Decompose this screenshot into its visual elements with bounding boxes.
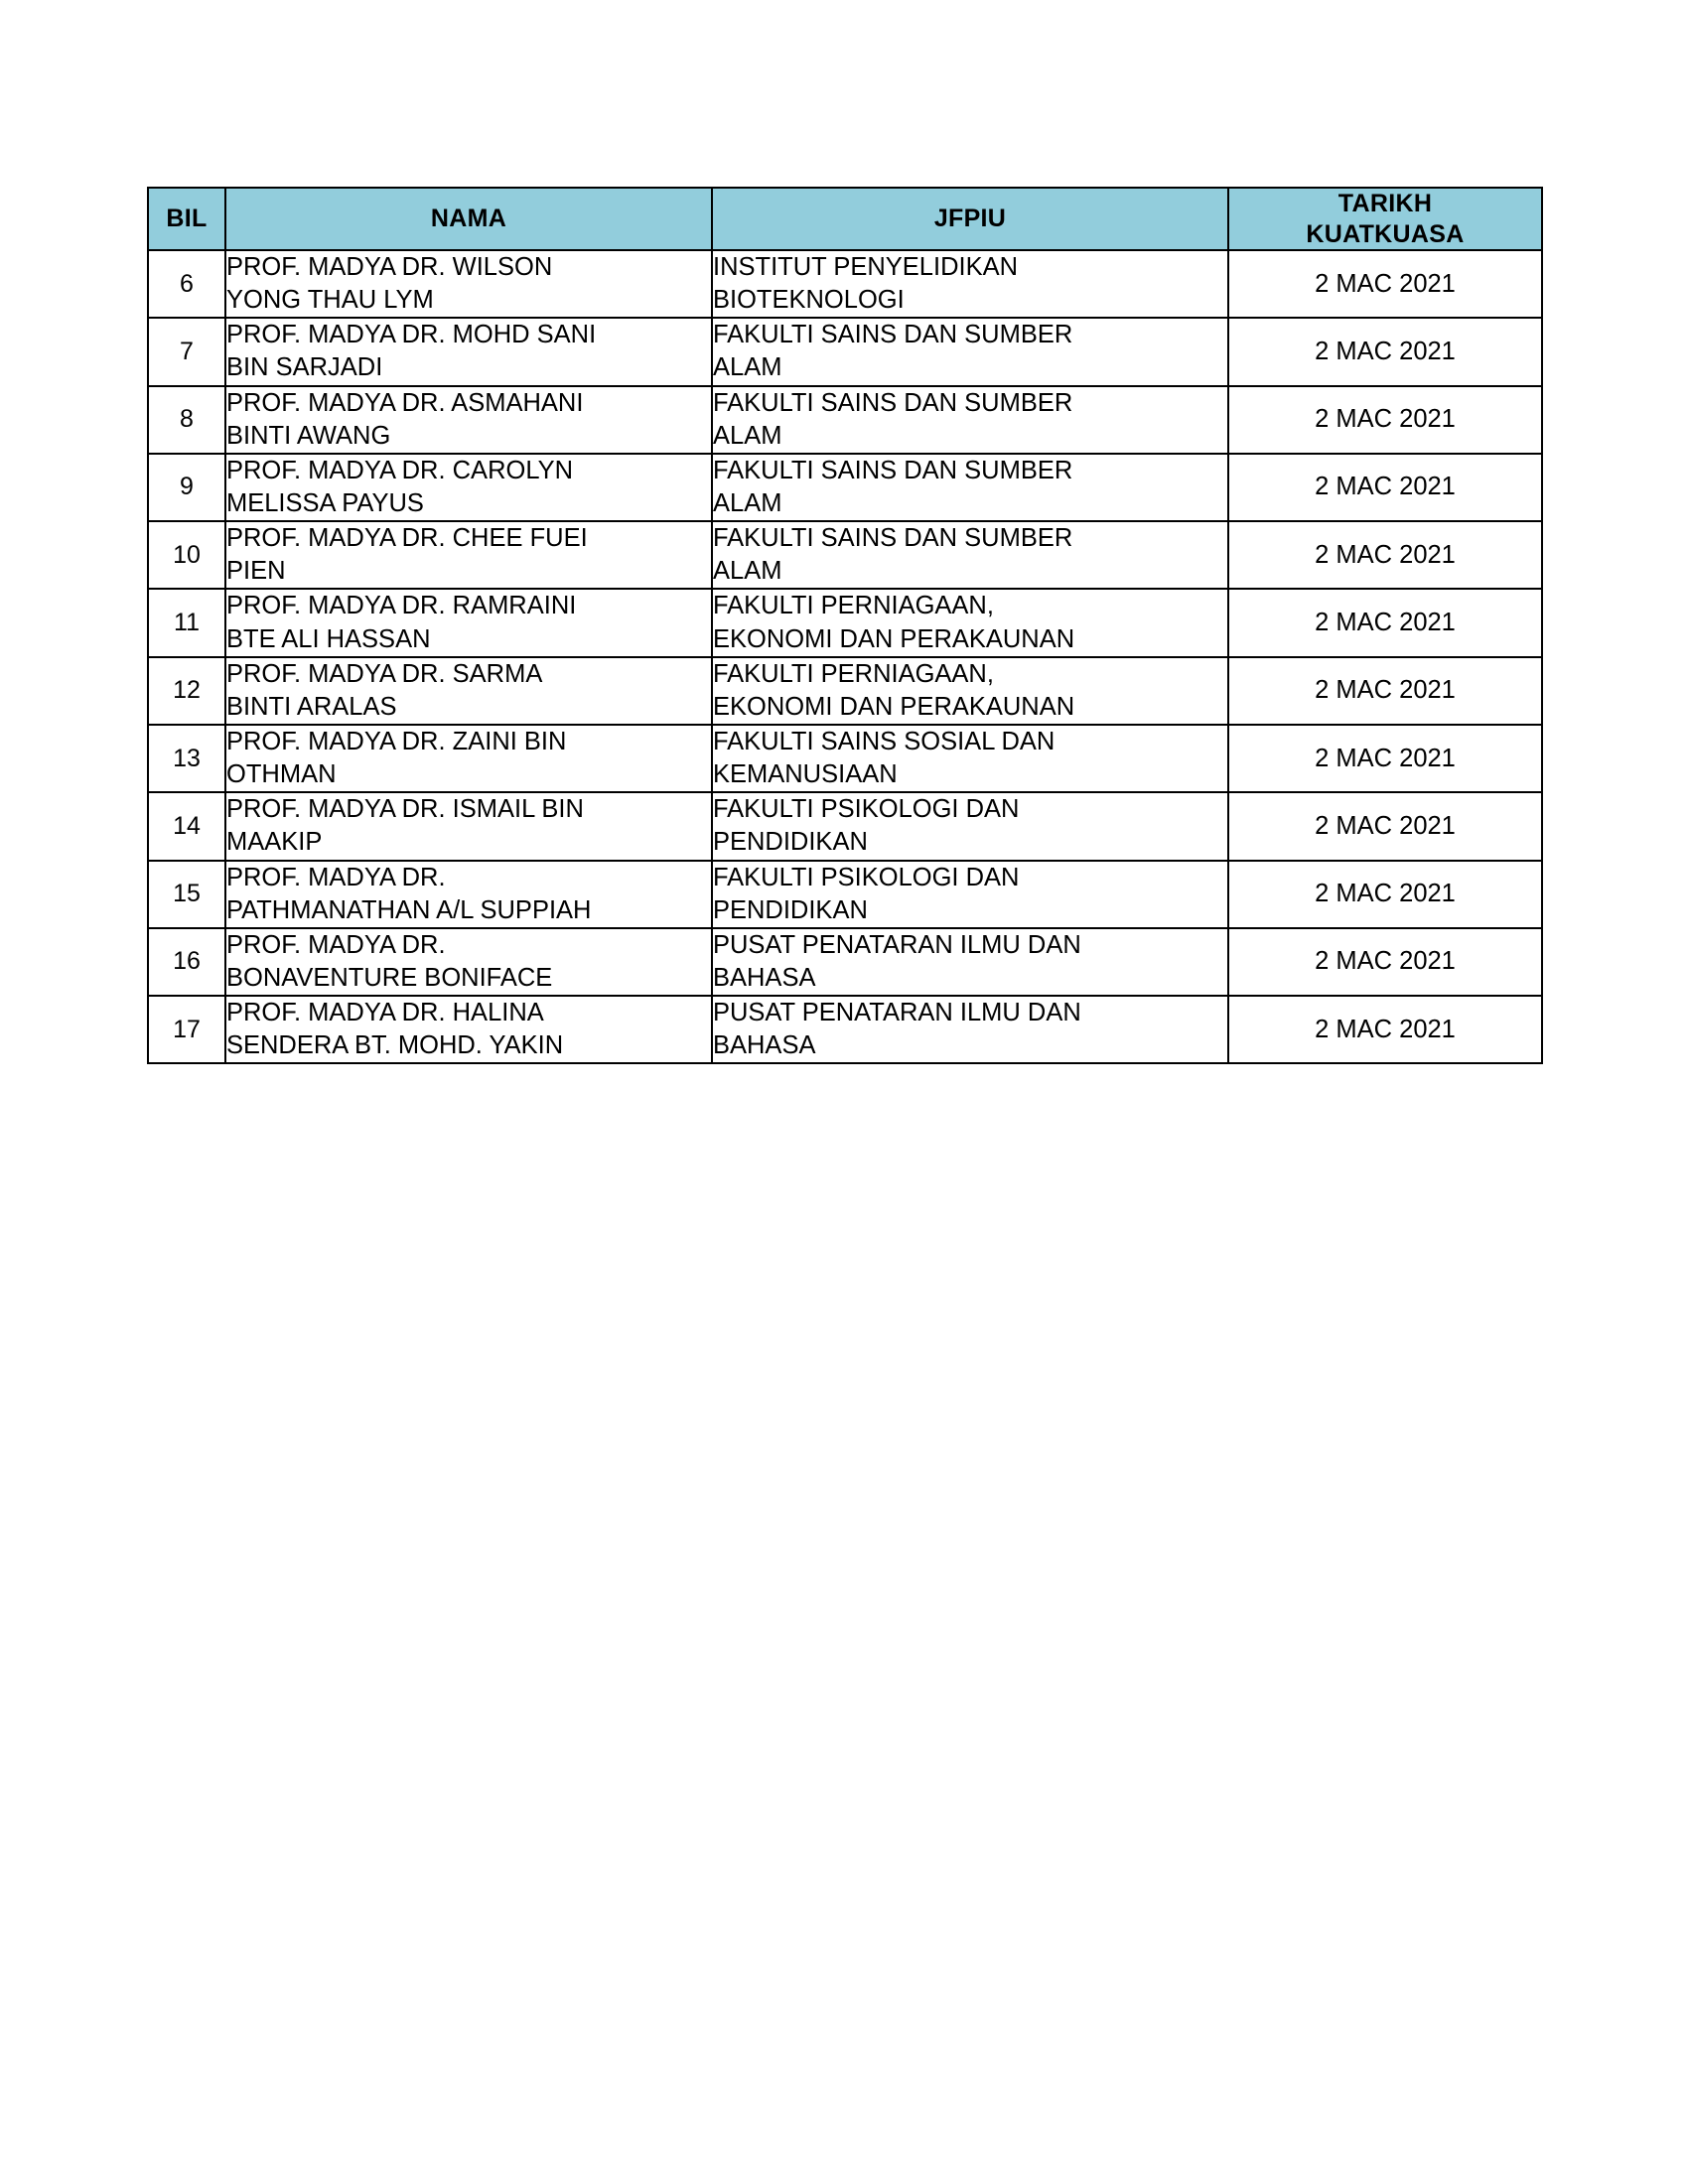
cell-nama-line1: PROF. MADYA DR. SARMA <box>226 659 543 688</box>
cell-jfpiu-line2: EKONOMI DAN PERAKAUNAN <box>713 692 1075 721</box>
cell-nama <box>225 928 712 996</box>
cell-jfpiu-line2: BIOTEKNOLOGI <box>713 286 905 315</box>
cell-nama-line1: PROF. MADYA DR. ISMAIL BIN <box>226 795 584 824</box>
cell-tarikh: 2 MAC 2021 <box>1228 454 1542 521</box>
cell-jfpiu-line1: PUSAT PENATARAN ILMU DAN <box>713 999 1081 1027</box>
table-row <box>148 861 1542 928</box>
cell-tarikh: 2 MAC 2021 <box>1228 589 1542 656</box>
cell-bil: 17 <box>148 996 225 1063</box>
cell-bil: 13 <box>148 725 225 792</box>
cell-nama-line2: BIN SARJADI <box>226 353 383 382</box>
cell-jfpiu-line2: BAHASA <box>713 963 816 992</box>
cell-nama <box>225 589 712 656</box>
cell-nama <box>225 318 712 385</box>
cell-jfpiu <box>712 792 1228 860</box>
cell-jfpiu-line1: FAKULTI SAINS DAN SUMBER <box>713 321 1073 349</box>
cell-jfpiu-line1: FAKULTI PERNIAGAAN, <box>713 592 994 620</box>
cell-bil: 9 <box>148 454 225 521</box>
column-header-bil-label: BIL <box>166 205 208 233</box>
cell-jfpiu-line2: ALAM <box>713 421 782 450</box>
table-container <box>147 187 1541 1064</box>
cell-tarikh: 2 MAC 2021 <box>1228 928 1542 996</box>
cell-jfpiu-line1: FAKULTI SAINS SOSIAL DAN <box>713 727 1055 755</box>
cell-jfpiu-line1: FAKULTI PSIKOLOGI DAN <box>713 795 1020 824</box>
cell-nama-line1: PROF. MADYA DR. MOHD SANI <box>226 321 597 349</box>
table-row <box>148 521 1542 589</box>
cell-jfpiu-line1: FAKULTI SAINS DAN SUMBER <box>713 524 1073 553</box>
cell-nama <box>225 657 712 725</box>
cell-jfpiu-line1: FAKULTI SAINS DAN SUMBER <box>713 388 1073 417</box>
table-row <box>148 250 1542 318</box>
cell-nama-line2: BINTI ARALAS <box>226 692 397 721</box>
cell-nama-line2: YONG THAU LYM <box>226 286 434 315</box>
cell-jfpiu-line2: ALAM <box>713 557 782 586</box>
cell-jfpiu-line2: BAHASA <box>713 1031 816 1060</box>
cell-nama-line2: MAAKIP <box>226 828 323 857</box>
table-row <box>148 928 1542 996</box>
cell-jfpiu <box>712 454 1228 521</box>
table-header <box>148 188 1542 250</box>
cell-jfpiu <box>712 725 1228 792</box>
column-header-bil <box>148 188 225 250</box>
cell-nama-line2: BTE ALI HASSAN <box>226 624 431 653</box>
column-header-tarikh-kuatkuasa <box>1228 188 1542 250</box>
cell-jfpiu <box>712 318 1228 385</box>
cell-nama-line2: BINTI AWANG <box>226 421 391 450</box>
cell-tarikh: 2 MAC 2021 <box>1228 318 1542 385</box>
cell-tarikh: 2 MAC 2021 <box>1228 386 1542 454</box>
cell-nama-line2: MELISSA PAYUS <box>226 488 424 517</box>
cell-nama-line1: PROF. MADYA DR. HALINA <box>226 999 544 1027</box>
column-header-nama <box>225 188 712 250</box>
cell-nama-line2: PIEN <box>226 557 286 586</box>
cell-bil: 7 <box>148 318 225 385</box>
cell-jfpiu-line2: PENDIDIKAN <box>713 828 868 857</box>
cell-nama-line2: SENDERA BT. MOHD. YAKIN <box>226 1031 564 1060</box>
column-header-tarikh-line1: TARIKH <box>1337 190 1433 217</box>
cell-jfpiu-line1: FAKULTI PERNIAGAAN, <box>713 659 994 688</box>
column-header-jfpiu <box>712 188 1228 250</box>
table-row <box>148 589 1542 656</box>
table-header-row <box>148 188 1542 250</box>
cell-bil: 8 <box>148 386 225 454</box>
cell-nama-line2: PATHMANATHAN A/L SUPPIAH <box>226 895 592 924</box>
cell-jfpiu-line1: PUSAT PENATARAN ILMU DAN <box>713 930 1081 959</box>
cell-jfpiu <box>712 589 1228 656</box>
cell-nama <box>225 725 712 792</box>
cell-nama <box>225 386 712 454</box>
table-row <box>148 657 1542 725</box>
cell-nama-line1: PROF. MADYA DR. ZAINI BIN <box>226 727 567 755</box>
cell-jfpiu <box>712 861 1228 928</box>
cell-jfpiu-line2: PENDIDIKAN <box>713 895 868 924</box>
cell-nama-line2: BONAVENTURE BONIFACE <box>226 963 553 992</box>
cell-nama-line1: PROF. MADYA DR. ASMAHANI <box>226 388 584 417</box>
cell-bil: 6 <box>148 250 225 318</box>
cell-bil: 12 <box>148 657 225 725</box>
cell-nama-line1: PROF. MADYA DR. CAROLYN <box>226 456 574 484</box>
cell-bil: 11 <box>148 589 225 656</box>
cell-tarikh: 2 MAC 2021 <box>1228 521 1542 589</box>
column-header-nama-label: NAMA <box>430 205 507 233</box>
table-row <box>148 792 1542 860</box>
table-row <box>148 454 1542 521</box>
cell-nama-line1: PROF. MADYA DR. WILSON <box>226 253 553 281</box>
table-row <box>148 386 1542 454</box>
cell-jfpiu-line2: ALAM <box>713 353 782 382</box>
cell-jfpiu <box>712 521 1228 589</box>
cell-nama-line1: PROF. MADYA DR. RAMRAINI <box>226 592 577 620</box>
cell-jfpiu-line2: EKONOMI DAN PERAKAUNAN <box>713 624 1075 653</box>
table-row <box>148 996 1542 1063</box>
cell-jfpiu-line2: KEMANUSIAAN <box>713 760 898 789</box>
cell-jfpiu <box>712 250 1228 318</box>
cell-jfpiu-line1: FAKULTI PSIKOLOGI DAN <box>713 863 1020 891</box>
cell-nama <box>225 792 712 860</box>
cell-jfpiu-line2: ALAM <box>713 488 782 517</box>
cell-tarikh: 2 MAC 2021 <box>1228 250 1542 318</box>
cell-jfpiu <box>712 386 1228 454</box>
cell-nama-line1: PROF. MADYA DR. CHEE FUEI <box>226 524 588 553</box>
cell-nama-line2: OTHMAN <box>226 760 337 789</box>
cell-tarikh: 2 MAC 2021 <box>1228 792 1542 860</box>
cell-tarikh: 2 MAC 2021 <box>1228 725 1542 792</box>
column-header-tarikh-line2: KUATKUASA <box>1306 219 1465 248</box>
cell-bil: 16 <box>148 928 225 996</box>
cell-nama <box>225 521 712 589</box>
table-row <box>148 725 1542 792</box>
cell-bil: 14 <box>148 792 225 860</box>
cell-nama <box>225 250 712 318</box>
cell-tarikh: 2 MAC 2021 <box>1228 657 1542 725</box>
cell-nama <box>225 996 712 1063</box>
cell-bil: 10 <box>148 521 225 589</box>
cell-bil: 15 <box>148 861 225 928</box>
table-body <box>148 250 1542 1063</box>
cell-jfpiu-line1: INSTITUT PENYELIDIKAN <box>713 253 1019 281</box>
cell-tarikh: 2 MAC 2021 <box>1228 996 1542 1063</box>
cell-tarikh: 2 MAC 2021 <box>1228 861 1542 928</box>
cell-nama <box>225 454 712 521</box>
cell-jfpiu <box>712 657 1228 725</box>
cell-nama-line1: PROF. MADYA DR. <box>226 930 446 959</box>
table-row <box>148 318 1542 385</box>
column-header-jfpiu-label: JFPIU <box>933 205 1007 233</box>
cell-jfpiu-line1: FAKULTI SAINS DAN SUMBER <box>713 456 1073 484</box>
appointments-table <box>147 187 1543 1064</box>
cell-jfpiu <box>712 996 1228 1063</box>
cell-nama <box>225 861 712 928</box>
cell-jfpiu <box>712 928 1228 996</box>
cell-nama-line1: PROF. MADYA DR. <box>226 863 446 891</box>
